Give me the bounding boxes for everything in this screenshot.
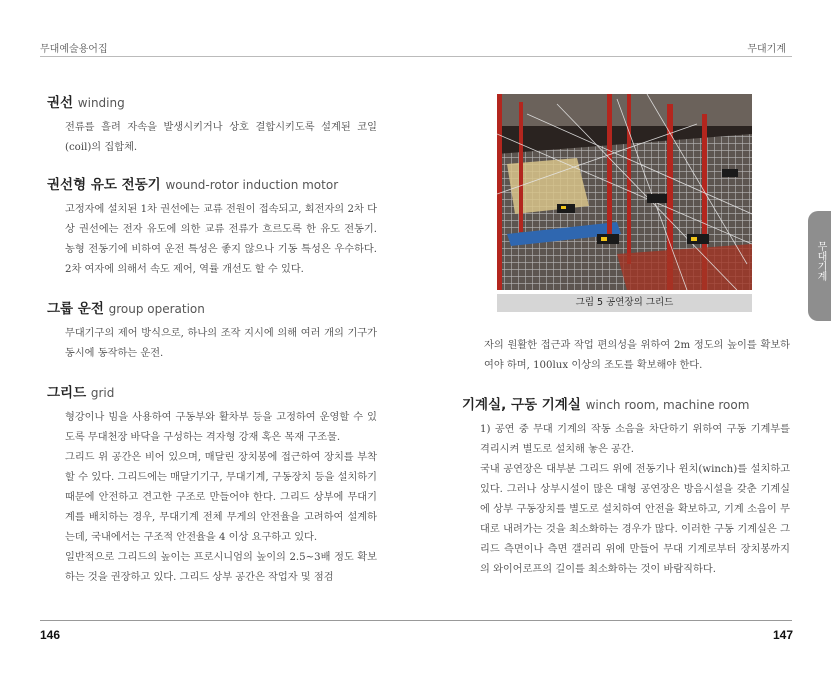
chapter-tab: [808, 211, 831, 321]
left-column: [47, 94, 377, 588]
footer-divider: [40, 620, 792, 621]
entry-term: 권선형 유도 전동기 wound-rotor induction motor: [47, 177, 339, 193]
entry-grid: [47, 384, 377, 588]
figure-caption: 그림 5 공연장의 그리드: [497, 294, 752, 312]
entry-term: 그리드 grid: [47, 385, 115, 401]
entry-definition: 1) 공연 중 무대 기계의 작동 소음을 차단하기 위하여 구동 기계부를 격리시켜 별도로 설치해 놓은 공간. 국내 공연장은 대부분 그리드 위에 전동기나 윈치(winch)를 설치하고 있다. 그러나 상부시설이 많은 대형 공연장은 방음시설을 갖춘 기계실에 상부 구동장치를 별도로 설치하여 안전을 확보하고, 기계 소음이 무대로 내려가는 것을 최소화하는 경우가 많다. 이러한 구동 기계실은 그리드 측면이나 측면 갤러리 위에 만들어 무대 기계로부터 장치봉까지의 와이어로프의 길이를 최소화하는 것이 바람직하다.: [480, 424, 790, 575]
stage-grid-image: [497, 94, 752, 290]
header-divider: [40, 56, 792, 57]
continued-paragraph: 자의 원활한 접근과 작업 편의성을 위하여 2m 정도의 높이를 확보하여야 하며, 100lux 이상의 조도를 확보해야 한다.: [484, 340, 790, 371]
running-header-left: 무대예술용어집: [40, 44, 108, 55]
entry-definition: 전류를 흘려 자속을 발생시키거나 상호 결합시키도록 설계된 코일(coil)의 집합체.: [65, 122, 377, 153]
right-column: [462, 336, 790, 580]
page-number-right: 147: [772, 628, 793, 642]
entry-definition: 무대기구의 제어 방식으로, 하나의 조작 지시에 의해 여러 개의 기구가 동시에 동작하는 운전.: [65, 328, 377, 359]
entry-term: 기계실, 구동 기계실 winch room, machine room: [462, 397, 750, 413]
entry-term: 권선 winding: [47, 95, 125, 111]
chapter-tab-label: 무대기계: [815, 241, 826, 281]
entry-wound-rotor-motor: [47, 176, 377, 280]
entry-machine-room: [462, 396, 790, 580]
entry-term: 그룹 운전 group operation: [47, 301, 205, 317]
entry-definition: 고정자에 설치된 1차 권선에는 교류 전원이 접속되고, 회전자의 2차 다상 권선에는 전자 유도에 의한 교류 전류가 흐르도록 한 유도 전동기. 농형 전동기에 비하여 운전 특성은 좋지 않으나 기동 특성은 우수하다. 2차 여자에 의해서 속도 제어, 역률 개선도 할 수 있다.: [65, 204, 377, 275]
entry-definition: 형강이나 빔을 사용하여 구동부와 활차부 등을 고정하여 운영할 수 있도록 무대천장 바닥을 구성하는 격자형 강재 혹은 목재 구조물. 그리드 위 공간은 비어 있으며, 매달린 장치봉에 접근하여 장치를 부착할 수 있다. 그리드에는 매달기기구, 무대기계, 구동장치 등을 설치하기 때문에 안전하고 견고한 구조로 만들어야 한다. 그리드 상부에 무대기계를 배치하는 경우, 무대기계 전체 무게의 안전율을 고려하여 설계하는데, 국내에서는 구조적 안전율을 4 이상 요구하고 있다. 일반적으로 그리드의 높이는 프로시니엄의 높이의 2.5~3배 정도 확보하는 것을 권장하고 있다. 그리드 상부 공간은 작업자 및 점검: [65, 412, 377, 583]
entry-winding: [47, 94, 377, 158]
page-number-left: 146: [40, 628, 61, 642]
grid-photo: [497, 94, 752, 290]
running-header-right: 무대기계: [747, 44, 786, 55]
entry-group-operation: [47, 300, 377, 364]
